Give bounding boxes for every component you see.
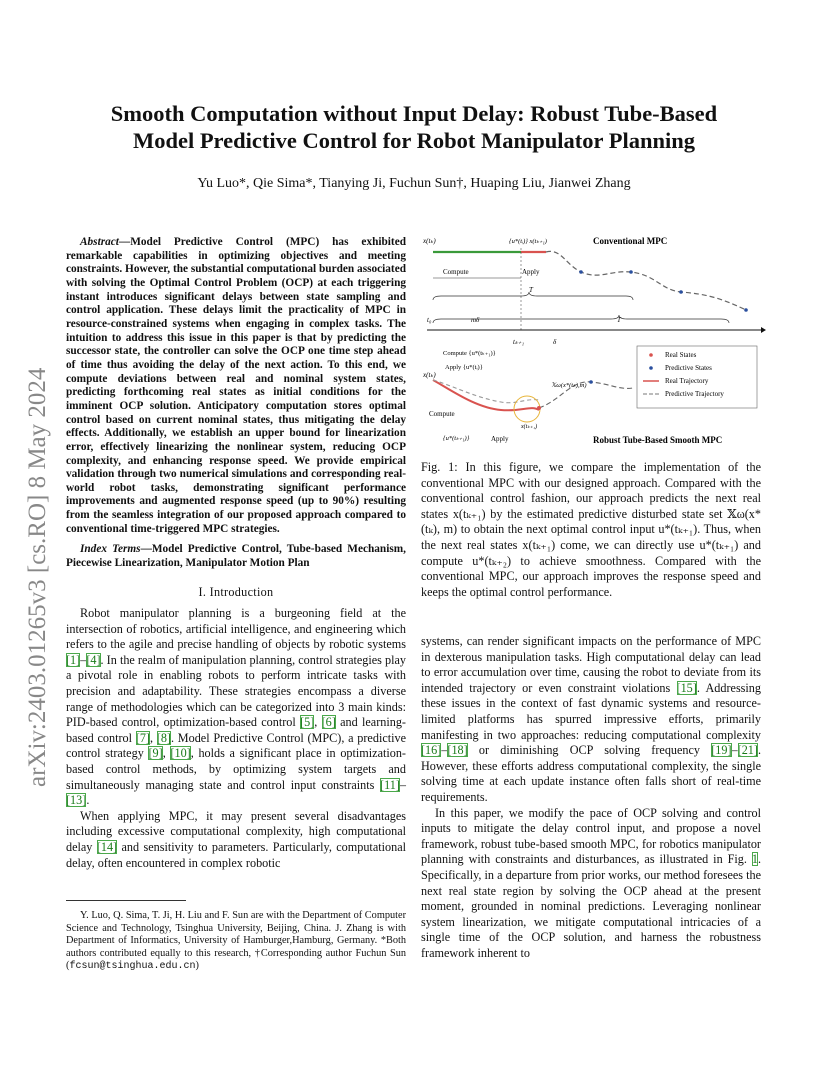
text: In this paper, we modify the pace of OCP solving and control inputs to mitigate the delay control input, and propose a novel framework, robust tube-based smooth MPC, for robotics manipulator planning with constraints and disturbances, as illustrated in Fig.: [421, 805, 761, 867]
pred-state: [744, 308, 748, 312]
text: . Model Predictive Control (MPC), a predictive control strategy: [66, 730, 407, 761]
paper-title: [60, 100, 768, 154]
abstract-text: —Model Predictive Control (MPC) has exhibited remarkable capabilities in optimizing objectives and meeting constraints. However, the substantial computational burden associated with solving the Optimal Control Problem (OCP) at each triggering instant introduces significant delays between state sampling and control application. These delays limit the practicality of MPC in resource-constrained systems when engaging in complex tasks. The intuition to address this issue in this paper is that by predicting the successor state, the controller can solve the OCP one time step ahead of time thus avoiding the delay of the next action. To this end, we compute deviations between real and nominal system states, predicting forthcoming real states as initial conditions for the imminent OCP solution. Anticipatory computation stores optimal control based on current nominal states, thus mitigating the delay effects. Additionally, we establish an upper bound for linearization error, effectively linearizing the nonlinear system, reducing OCP complexity, and enhancing response speed. We provide empirical validation through two numerical simulations and corresponding real-world robot tasks, demonstrating significant performance improvements and augmented response speed (up to 90%) resulting from the seamless integration of our proposed approach compared to conventional time-triggered MPC strategies.: [66, 236, 406, 535]
pred-trajectory-bottom: [433, 380, 539, 403]
brace: [433, 292, 633, 300]
pred-state: [589, 380, 593, 384]
fig-apply3: Apply: [491, 435, 509, 443]
citation-link[interactable]: [7]: [135, 730, 150, 745]
text: Robot manipulator planning is a burgeoning field at the intersection of robotics, artificial intelligence, and engineering which refers to the agile and precise handling of objects by robotic systems: [66, 606, 406, 652]
timeline-arrow: [761, 327, 766, 333]
text: When applying MPC, it may present several disadvantages including excessive computational complexity, high computational delay: [66, 808, 406, 854]
intro-paragraph-2: [66, 809, 406, 871]
section-heading: I. Introduction: [198, 585, 274, 599]
index-terms-text: —Model Predictive Control, Tube-based Mechanism, Piecewise Linearization, Manipulator Motion Plan: [66, 543, 406, 569]
text: . Specifically, in a departure from prior works, our method foresees the next real state region by solving the OCP ahead at the present moment, grounded in nominal predictions. Leveraging nonlinear system linearization, we mitigate computational intricacies of a single time of the OCP solution, and harness the robustness framework inherent to: [421, 852, 761, 960]
citation-link[interactable]: [8]: [156, 730, 171, 745]
fig-label-u-top: {u*(tᵢ)} x(tₖ₊₁): [509, 238, 547, 245]
legend-real-traj: Real Trajectory: [665, 377, 709, 385]
abstract-label: Abstract: [80, 236, 119, 248]
fig-u-bottom: {u*(tₖ₊₁)}: [443, 435, 470, 442]
fig-mdelta: mδ: [471, 316, 480, 324]
citation-link[interactable]: [11]: [380, 777, 400, 792]
text: and learning-based control: [66, 715, 406, 745]
arxiv-id: arXiv:2403.01265v3 [cs.RO] 8 May 2024: [24, 367, 51, 787]
text: Y. Luo, Q. Sima, T. Ji, H. Liu and F. Sun are with the Department of Computer Science and Technology, Tsinghua University, Beijing, China. J. Zhang is with Department of Informatics, University of Hamburger,Hamburg, Germany. *Both authors contributed equally to this research, †Corresponding author Fuchun Sun (: [66, 910, 406, 971]
pred-state: [579, 270, 583, 274]
fig-t0: t₀: [427, 316, 432, 324]
fig-apply: Apply: [522, 268, 540, 276]
pred-state: [629, 270, 633, 274]
pred-trajectory-top: [546, 251, 746, 310]
text: –: [399, 777, 406, 792]
index-terms-label: Index Terms: [80, 543, 141, 555]
footnote: [66, 910, 406, 974]
citation-link[interactable]: [19]: [711, 743, 732, 758]
fig-label-xt: x(tₖ): [423, 237, 436, 245]
text: . Addressing these issues in the context of fast dynamic systems and resource-limited platforms has spurred impressive efforts, primarily manifesting in two approaches: reducing computational complexity: [421, 680, 761, 742]
fig-xt3: x(tₖ₊₁): [521, 424, 538, 430]
footnote-rule: [66, 900, 186, 901]
legend-real-state-marker: [649, 353, 653, 357]
text: –: [441, 743, 448, 758]
footnote-text: [66, 910, 406, 974]
abstract: [66, 236, 406, 536]
fig-T: T: [529, 286, 533, 294]
fig-delta: δ: [553, 338, 557, 346]
legend-pred-traj: Predictive Trajectory: [665, 390, 724, 398]
citation-link[interactable]: [15]: [676, 680, 697, 695]
right-paragraph-1: [421, 634, 761, 806]
figure-1: [421, 230, 766, 450]
fig-x-omega: 𝕏ω(x*(tₖ),m): [551, 382, 587, 389]
citation-link[interactable]: [13]: [66, 793, 87, 808]
text: –: [80, 652, 87, 667]
legend-real-states: Real States: [665, 351, 697, 359]
fig-tk1: tₖ₊₁: [513, 338, 525, 346]
fig-apply2: Apply {u*(tᵢ)}: [445, 364, 483, 371]
text: ,: [149, 730, 157, 745]
citation-link[interactable]: [10]: [170, 746, 191, 761]
text: or diminishing OCP solving frequency: [467, 743, 712, 758]
text: . In the realm of manipulation planning, control strategies play a pivotal role in enabling robots to perform intricate tasks with precision and adaptability. These strategies encompass a diverse range of methodologies which can be categorized into 3 main kinds: PID-based control, optimization-based control: [66, 652, 406, 730]
legend-pred-state-marker: [649, 366, 653, 370]
figure-caption: Fig. 1: In this figure, we compare the implementation of the conventional MPC with our designed approach. Compared with the conventional control fashion, our approach predicts the next real states x(tₖ₊₁) by the estimated predictive disturbed state set 𝕏ω(x*(tₖ), m) to obtain the next optimal control input u*(tₖ₊₁). Thus, when the next real states x(tₖ₊₁) come, we can directly use u*(tₖ₊₁) and compute u*(tₖ₊₂) to achieve smoothness. Compared with the conventional MPC, our approach improves the response speed and keeps the optimal control performance.: [421, 460, 761, 599]
citation-link[interactable]: [21]: [737, 743, 758, 758]
fig-T2: T: [617, 316, 621, 324]
citation-link[interactable]: [5]: [300, 715, 315, 730]
introduction: [66, 606, 406, 871]
text: ,: [314, 715, 322, 730]
real-state: [537, 406, 541, 410]
citation-link[interactable]: [1]: [66, 652, 81, 667]
text: and sensitivity to parameters. Particularly, computational delay, often encountered in complex robotic: [66, 839, 406, 870]
legend-pred-states: Predictive States: [665, 364, 712, 372]
fig-compute3: Compute: [429, 410, 455, 418]
email-link[interactable]: fcsun@tsinghua.edu.cn: [69, 961, 196, 972]
fig-compute: Compute: [443, 268, 469, 276]
authors: Yu Luo*, Qie Sima*, Tianying Ji, Fuchun Sun†, Huaping Liu, Jianwei Zhang: [197, 176, 631, 191]
text: ): [195, 960, 199, 971]
citation-link[interactable]: [4]: [86, 652, 101, 667]
fig-compute2: Compute {u*(tₖ₊₁)}: [443, 350, 496, 357]
title-line-2: Model Predictive Control for Robot Manipulator Planning: [132, 128, 696, 153]
figure-link[interactable]: 1: [751, 852, 758, 867]
intro-paragraph-1: [66, 606, 406, 809]
pred-state: [679, 290, 683, 294]
citation-link[interactable]: [18]: [447, 743, 468, 758]
citation-link[interactable]: [14]: [96, 839, 118, 854]
citation-link[interactable]: [9]: [148, 746, 163, 761]
right-paragraph-2: [421, 806, 761, 962]
fig-conventional-title: Conventional MPC: [593, 236, 668, 246]
fig-robust-title: Robust Tube-Based Smooth MPC: [593, 435, 723, 445]
citation-link[interactable]: [16]: [421, 743, 442, 758]
real-trajectory: [433, 380, 539, 410]
citation-link[interactable]: [6]: [321, 715, 336, 730]
right-column-body: [421, 634, 761, 961]
fig-xt2: x(tₖ): [423, 371, 436, 379]
text: ,: [162, 746, 171, 761]
text: . However, these efforts address computational complexity, the single solving time at each update instance often falls short of real-time requirements.: [421, 743, 761, 804]
text: –: [731, 743, 738, 758]
index-terms: [66, 543, 406, 570]
title-line-1: Smooth Computation without Input Delay: Robust Tube-Based: [110, 101, 718, 126]
arxiv-stamp: [14, 230, 54, 790]
text: systems, can render significant impacts on the performance of MPC in dexterous manipulation tasks. High computational delay can lead to error accumulation over time, causing the robot to deviate from its intended trajectory or even constraint violations: [421, 634, 761, 695]
brace: [521, 315, 729, 323]
text: .: [86, 793, 90, 808]
text: , holds a significant place in optimization-based control methods, by optimizing system targets and simultaneously managing state and control input constraints: [66, 746, 406, 792]
